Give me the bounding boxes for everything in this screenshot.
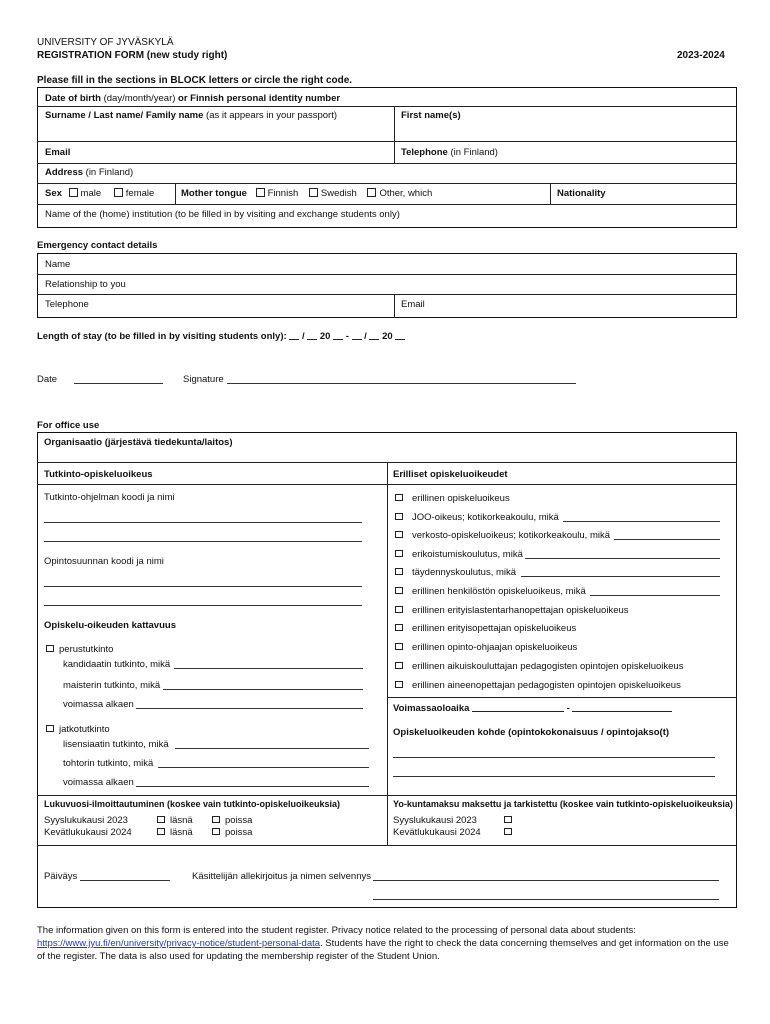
separate-right-label: erillinen opiskeluoikeus bbox=[412, 493, 510, 504]
form-title: REGISTRATION FORM (new study right) bbox=[37, 50, 228, 61]
enrolment-title: Lukuvuosi-ilmoittautuminen (koskee vain tutkinto-opiskeluoikeuksia) bbox=[44, 799, 341, 809]
handler-signature-line-1[interactable] bbox=[373, 880, 719, 881]
swedish-label: Swedish bbox=[320, 188, 357, 199]
separate-right-checkbox[interactable] bbox=[395, 606, 403, 613]
separate-right-checkbox[interactable] bbox=[395, 587, 403, 594]
licentiate-line[interactable] bbox=[175, 748, 369, 749]
fee-autumn-checkbox[interactable] bbox=[504, 816, 512, 823]
doctoral-line[interactable] bbox=[158, 767, 369, 768]
separate-right-checkbox[interactable] bbox=[395, 531, 403, 538]
separate-right-checkbox[interactable] bbox=[395, 568, 403, 575]
separate-right-checkbox[interactable] bbox=[395, 662, 403, 669]
separate-rights-title: Erilliset opiskeluoikeudet bbox=[393, 469, 508, 480]
separate-right-item bbox=[395, 605, 629, 616]
separate-right-line[interactable] bbox=[563, 521, 720, 522]
target-label: Opiskeluoikeuden kohde (opintokokonaisuus / opintojakso(t) bbox=[393, 727, 670, 738]
telephone-label: Telephone (in Finland) bbox=[401, 147, 498, 158]
separate-right-item bbox=[395, 586, 586, 597]
privacy-line-2: https://www.jyu.fi/en/university/privacy-notice/student-personal-data. Students have the right to check the data concerning themselves and get information on the use bbox=[37, 938, 729, 949]
autumn-absent-checkbox[interactable] bbox=[212, 816, 220, 823]
privacy-line-3: of the register. The data is also used for updating the membership register of the Student Union. bbox=[37, 951, 440, 962]
validity-row: Voimassaoloaika - bbox=[393, 703, 672, 714]
length-of-stay-label: Length of stay (to be filled in by visiting students only): bbox=[37, 331, 287, 342]
other-language-checkbox[interactable] bbox=[367, 188, 376, 197]
separate-right-item bbox=[395, 549, 523, 560]
emergency-name-label: Name bbox=[45, 259, 71, 270]
male-checkbox[interactable] bbox=[69, 188, 78, 197]
office-date-line[interactable] bbox=[80, 880, 170, 881]
study-track-label: Opintosuunnan koodi ja nimi bbox=[44, 556, 164, 567]
office-date-label: Päiväys bbox=[44, 871, 78, 882]
doctoral-label: tohtorin tutkinto, mikä bbox=[63, 758, 154, 769]
address-label: Address (in Finland) bbox=[45, 167, 134, 178]
privacy-notice-link[interactable]: https://www.jyu.fi/en/university/privacy-notice/student-personal-data bbox=[37, 938, 321, 949]
autumn-present-checkbox[interactable] bbox=[157, 816, 165, 823]
separate-right-label: erillinen aineenopettajan pedagogisten opintojen opiskeluoikeus bbox=[412, 680, 681, 691]
separate-right-checkbox[interactable] bbox=[395, 643, 403, 650]
spring-absent: poissa bbox=[212, 827, 252, 838]
fill-instruction: Please fill in the sections in BLOCK letters or circle the right code. bbox=[37, 75, 353, 86]
separate-right-checkbox[interactable] bbox=[395, 550, 403, 557]
surname-label: Surname / Last name/ Family name (as it appears in your passport) bbox=[45, 110, 337, 121]
date-line[interactable] bbox=[74, 383, 163, 384]
emergency-relationship-label: Relationship to you bbox=[45, 279, 126, 290]
mother-tongue-row bbox=[181, 188, 432, 199]
emergency-email-label: Email bbox=[401, 299, 425, 310]
other-language-label: Other, which bbox=[379, 188, 433, 199]
swedish-checkbox[interactable] bbox=[309, 188, 318, 197]
separate-right-line[interactable] bbox=[525, 558, 720, 559]
target-line-2[interactable] bbox=[393, 776, 715, 777]
separate-right-item bbox=[395, 642, 577, 653]
programme-line-1[interactable] bbox=[44, 522, 362, 523]
separate-right-item bbox=[395, 623, 576, 634]
dob-label: Date of birth (day/month/year) or Finnish personal identity number bbox=[45, 93, 341, 104]
bachelor-line[interactable] bbox=[174, 668, 363, 669]
signature-label: Signature bbox=[183, 374, 224, 385]
female-label: female bbox=[125, 188, 155, 199]
separate-right-checkbox[interactable] bbox=[395, 681, 403, 688]
fee-spring-label: Kevätlukukausi 2024 bbox=[393, 827, 481, 838]
length-of-stay-row: Length of stay (to be filled in by visiting students only): / 20 - / 20 bbox=[37, 331, 405, 342]
target-line-1[interactable] bbox=[393, 757, 715, 758]
separate-right-label: erillinen erityisopettajan opiskeluoikeus bbox=[412, 623, 577, 634]
autumn-label: Syyslukukausi 2023 bbox=[44, 815, 128, 826]
study-track-line-2[interactable] bbox=[44, 605, 362, 606]
date-label: Date bbox=[37, 374, 58, 385]
master-line[interactable] bbox=[163, 689, 363, 690]
valid-from-2-label: voimassa alkaen bbox=[63, 777, 134, 788]
separate-right-line[interactable] bbox=[521, 576, 720, 577]
separate-right-label: JOO-oikeus; kotikorkeakoulu, mikä bbox=[412, 512, 559, 523]
separate-right-item bbox=[395, 680, 681, 691]
sex-row bbox=[45, 188, 154, 199]
separate-right-label: erikoistumiskoulutus, mikä bbox=[412, 549, 523, 560]
spring-label: Kevätlukukausi 2024 bbox=[44, 827, 132, 838]
separate-right-item bbox=[395, 493, 510, 504]
fee-autumn-cell bbox=[504, 815, 517, 826]
emergency-title: Emergency contact details bbox=[37, 240, 158, 251]
master-label: maisterin tutkinto, mikä bbox=[63, 680, 161, 691]
valid-from-1-line[interactable] bbox=[136, 708, 363, 709]
separate-right-line[interactable] bbox=[614, 539, 720, 540]
university-name: UNIVERSITY OF JYVÄSKYLÄ bbox=[37, 37, 174, 48]
bachelor-label: kandidaatin tutkinto, mikä bbox=[63, 659, 171, 670]
separate-right-checkbox[interactable] bbox=[395, 513, 403, 520]
valid-from-1-label: voimassa alkaen bbox=[63, 699, 134, 710]
signature-line[interactable] bbox=[227, 383, 576, 384]
separate-right-line[interactable] bbox=[590, 595, 720, 596]
separate-right-label: erillinen erityislastentarhanopettajan opiskeluoikeus bbox=[412, 605, 629, 616]
separate-right-item bbox=[395, 530, 610, 541]
privacy-line-1: The information given on this form is entered into the student register. Privacy notice related to the processing of personal data about students: bbox=[37, 925, 636, 936]
personal-details-box bbox=[37, 87, 737, 228]
separate-right-item bbox=[395, 512, 559, 523]
separate-right-item bbox=[395, 567, 516, 578]
fee-title: Yo-kuntamaksu maksettu ja tarkistettu (koskee vain tutkinto-opiskeluoikeuksia) bbox=[393, 799, 733, 809]
scope-title: Opiskelu-oikeuden kattavuus bbox=[44, 620, 176, 631]
programme-label: Tutkinto-ohjelman koodi ja nimi bbox=[44, 492, 175, 503]
separate-right-label: täydennyskoulutus, mikä bbox=[412, 567, 517, 578]
finnish-checkbox[interactable] bbox=[256, 188, 265, 197]
separate-right-label: verkosto-opiskeluoikeus; kotikorkeakoulu, mikä bbox=[412, 530, 611, 541]
autumn-present: läsnä bbox=[157, 815, 193, 826]
emergency-box bbox=[37, 253, 737, 318]
spring-present: läsnä bbox=[157, 827, 193, 838]
academic-year: 2023-2024 bbox=[677, 50, 725, 61]
separate-right-label: erillinen henkilöstön opiskeluoikeus, mikä bbox=[412, 586, 586, 597]
postgrad-row: jatkotutkinto bbox=[46, 724, 110, 735]
fee-spring-cell bbox=[504, 827, 517, 838]
separate-right-label: erillinen aikuiskouluttajan pedagogisten opintojen opiskeluoikeus bbox=[412, 661, 684, 672]
separate-right-label: erillinen opinto-ohjaajan opiskeluoikeus bbox=[412, 642, 578, 653]
separate-right-checkbox[interactable] bbox=[395, 494, 403, 501]
degree-title: Tutkinto-opiskeluoikeus bbox=[44, 469, 153, 480]
spring-present-checkbox[interactable] bbox=[157, 828, 165, 835]
programme-line-2[interactable] bbox=[44, 541, 362, 542]
email-label: Email bbox=[45, 147, 71, 158]
home-institution-label: Name of the (home) institution (to be filled in by visiting and exchange students only) bbox=[45, 209, 400, 220]
licentiate-label: lisensiaatin tutkinto, mikä bbox=[63, 739, 169, 750]
study-track-line-1[interactable] bbox=[44, 586, 362, 587]
basic-degree-row: perustutkinto bbox=[46, 644, 113, 655]
mother-tongue-label: Mother tongue bbox=[181, 188, 247, 199]
female-checkbox[interactable] bbox=[114, 188, 123, 197]
organisation-label: Organisaatio (järjestävä tiedekunta/laitos) bbox=[44, 437, 233, 448]
first-names-label: First name(s) bbox=[401, 110, 461, 121]
valid-from-2-line[interactable] bbox=[136, 786, 369, 787]
emergency-telephone-label: Telephone bbox=[45, 299, 89, 310]
handler-signature-line-2[interactable] bbox=[373, 899, 719, 900]
separate-right-item bbox=[395, 661, 683, 672]
handler-signature-label: Käsittelijän allekirjoitus ja nimen selvennys bbox=[192, 871, 372, 882]
spring-absent-checkbox[interactable] bbox=[212, 828, 220, 835]
finnish-label: Finnish bbox=[267, 188, 299, 199]
nationality-label: Nationality bbox=[557, 188, 606, 199]
autumn-absent: poissa bbox=[212, 815, 252, 826]
separate-right-checkbox[interactable] bbox=[395, 624, 403, 631]
postgrad-checkbox[interactable] bbox=[46, 725, 54, 732]
sex-label: Sex bbox=[45, 188, 62, 199]
fee-spring-checkbox[interactable] bbox=[504, 828, 512, 835]
fee-autumn-label: Syyslukukausi 2023 bbox=[393, 815, 477, 826]
basic-degree-checkbox[interactable] bbox=[46, 645, 54, 652]
office-title: For office use bbox=[37, 420, 100, 431]
male-label: male bbox=[80, 188, 102, 199]
